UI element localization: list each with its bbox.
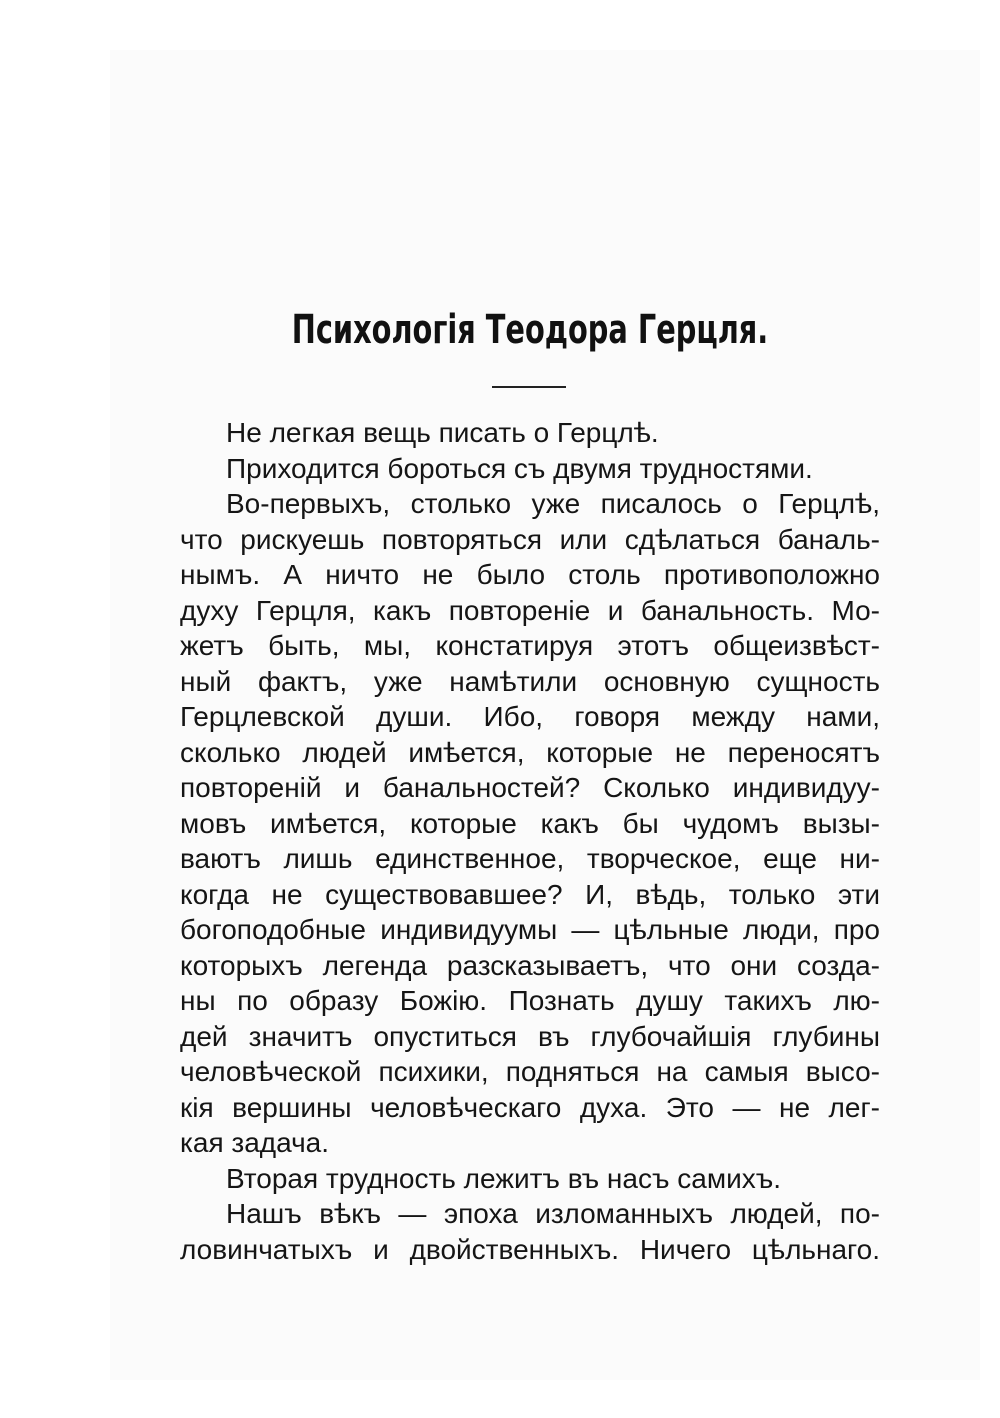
text-line: сколько людей имѣется, которые не переносятъ: [180, 736, 880, 768]
text-line: когда не существовавшее? И, вѣдь, только эти: [180, 878, 880, 910]
text-line: ловинчатыхъ и двойственныхъ. Ничего цѣльнаго.: [180, 1233, 880, 1265]
text-line: Не легкая вещь писать о Герцлѣ.: [226, 417, 659, 448]
text-line: дей значитъ опуститься въ глубочайшiя глубины: [180, 1020, 880, 1052]
text-line: ны по образу Божiю. Познать душу такихъ лю-: [180, 985, 880, 1016]
text-line: кiя вершины человѣческаго духа. Это — не лег-: [180, 1091, 880, 1123]
text-line: Герцлевской души. Ибо, говоря между нами,: [180, 701, 880, 732]
text-line: Приходится бороться съ двумя трудностями.: [226, 452, 813, 484]
article-title: Психологiя Теодора Герцля.: [291, 307, 769, 353]
text-line: жетъ быть, мы, констатируя этотъ общеизвѣст-: [180, 630, 880, 661]
text-line: Вторая трудность лежитъ въ насъ самихъ.: [226, 1162, 781, 1194]
title-separator-rule: [492, 386, 566, 388]
text-line: кая задача.: [180, 1127, 330, 1158]
text-line: что рискуешь повторяться или сдѣлаться баналь-: [180, 523, 880, 555]
text-line: ваютъ лишь единственное, творческое, еще ни-: [180, 843, 880, 874]
text-line: духу Герцля, какъ повторенiе и банальность. Мо-: [180, 594, 880, 626]
text-line: богоподобные индивидуумы — цѣльные люди, про: [180, 914, 880, 945]
article-body: [180, 415, 880, 1267]
text-line: нымъ. А ничто не было столь противоположно: [180, 559, 880, 590]
text-line: ный фактъ, уже намѣтили основную сущность: [180, 665, 880, 697]
text-line: мовъ имѣется, которые какъ бы чудомъ вызы-: [180, 807, 880, 839]
text-line: которыхъ легенда разсказываетъ, что они созда-: [180, 949, 880, 981]
text-line: Нашъ вѣкъ — эпоха изломанныхъ людей, по-: [226, 1198, 880, 1229]
text-line: человѣческой психики, подняться на самыя высо-: [180, 1056, 880, 1087]
text-line: повторенiй и банальностей? Сколько индивидуу-: [180, 772, 880, 803]
text-line: Во-первыхъ, столько уже писалось о Герцлѣ,: [226, 488, 880, 519]
